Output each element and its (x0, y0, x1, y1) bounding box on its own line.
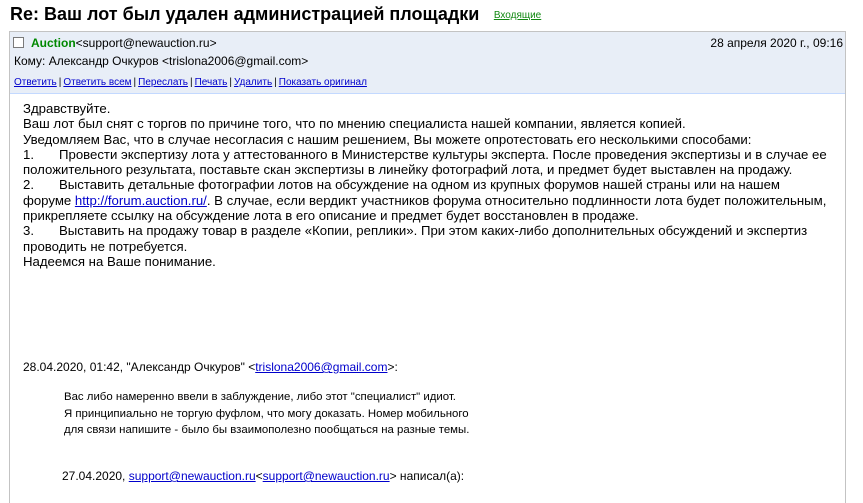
forum-link[interactable]: http://forum.auction.ru/ (74, 192, 207, 208)
forward-link[interactable]: Переслать (138, 77, 188, 88)
body-line-1: Ваш лот был снят с торгов по причине того, что по мнению специалиста нашей компании, является копией. (23, 116, 686, 132)
message-header (10, 32, 845, 94)
email-subject: Re: Ваш лот был удален администрацией площадки (10, 4, 480, 24)
list-number: 1. (23, 146, 34, 162)
greeting: Здравствуйте. (23, 101, 111, 116)
list-item-text: Выставить детальные фотографии лотов на обсуждение на одном из крупных форумов нашей страны или на нашем форуме (23, 177, 780, 208)
select-checkbox[interactable] (13, 37, 24, 48)
list-item-3 (23, 223, 828, 254)
reply-all-link[interactable]: Ответить всем (63, 77, 132, 88)
print-link[interactable]: Печать (194, 77, 228, 88)
message-date: 28 апреля 2020 г., 09:16 (710, 36, 843, 50)
sender-email: <support@newauction.ru> (75, 36, 217, 50)
quoted-line-1: Вас либо намеренно ввели в заблуждение, либо этот "специалист" идиот. (64, 391, 456, 403)
support-email-link[interactable]: support@newauction.ru (128, 469, 256, 483)
list-number: 2. (23, 177, 34, 193)
show-original-link[interactable]: Показать оригинал (278, 77, 367, 88)
reply-link[interactable]: Ответить (14, 77, 57, 88)
nested-quote-header: 27.04.2020, support@newauction.ru<support@newauction.ru> написал(а): (62, 469, 465, 483)
list-item-1 (23, 147, 828, 178)
quoted-line-2: Я принципиально не торгую фуфлом, что могу доказать. Номер мобильного (64, 407, 469, 420)
delete-link[interactable]: Удалить (233, 77, 273, 88)
support-email-link-2[interactable]: support@newauction.ru (262, 469, 390, 483)
body-line-2: Уведомляем Вас, что в случае несогласия с нашим решением, Вы можете опротестовать его несколькими способами: (23, 131, 752, 147)
subject-row (10, 4, 541, 25)
sender-line (31, 36, 217, 50)
list-number: 3. (23, 223, 34, 239)
message-body (23, 101, 828, 269)
inbox-folder-link[interactable]: Входящие (493, 10, 542, 21)
message-actions: Ответить | Ответить всем | Переслать | Печать | Удалить | Показать оригинал (14, 77, 367, 88)
quoted-text (64, 389, 469, 439)
list-item-text: Провести экспертизу лота у аттестованного в Министерстве культуры эксперта. После проведения экспертизы и в случае ее положительного результата, поставьте скан экспертизы в линейку фотографий лота, и предмет будет выставлен на продажу. (23, 146, 827, 178)
list-item-text: Выставить на продажу товар в разделе «Копии, реплики». При этом каких-либо дополнительных обсуждений и экспертиз проводить не потребуется. (23, 223, 808, 254)
quote-header: 28.04.2020, 01:42, "Александр Очкуров" <trislona2006@gmail.com>: (23, 360, 398, 374)
sender-name[interactable]: Auction (31, 36, 76, 50)
recipient-line: Кому: Александр Очкуров <trislona2006@gmail.com> (14, 54, 309, 68)
list-item-text: . В случае, если вердикт участников форума относительно подлинности лота будет положительным, прикрепляете ссылку на обсуждение лота в его описание и предмет будет восстановлен в продаже. (23, 192, 827, 224)
list-item-2 (23, 177, 828, 223)
closing-line: Надеемся на Ваше понимание. (23, 253, 216, 269)
quoted-line-3: для связи напишите - было бы взаимополезно пообщаться на разные темы. (64, 424, 470, 436)
quoted-sender-email-link[interactable]: trislona2006@gmail.com (255, 360, 388, 374)
message-container (9, 31, 846, 503)
